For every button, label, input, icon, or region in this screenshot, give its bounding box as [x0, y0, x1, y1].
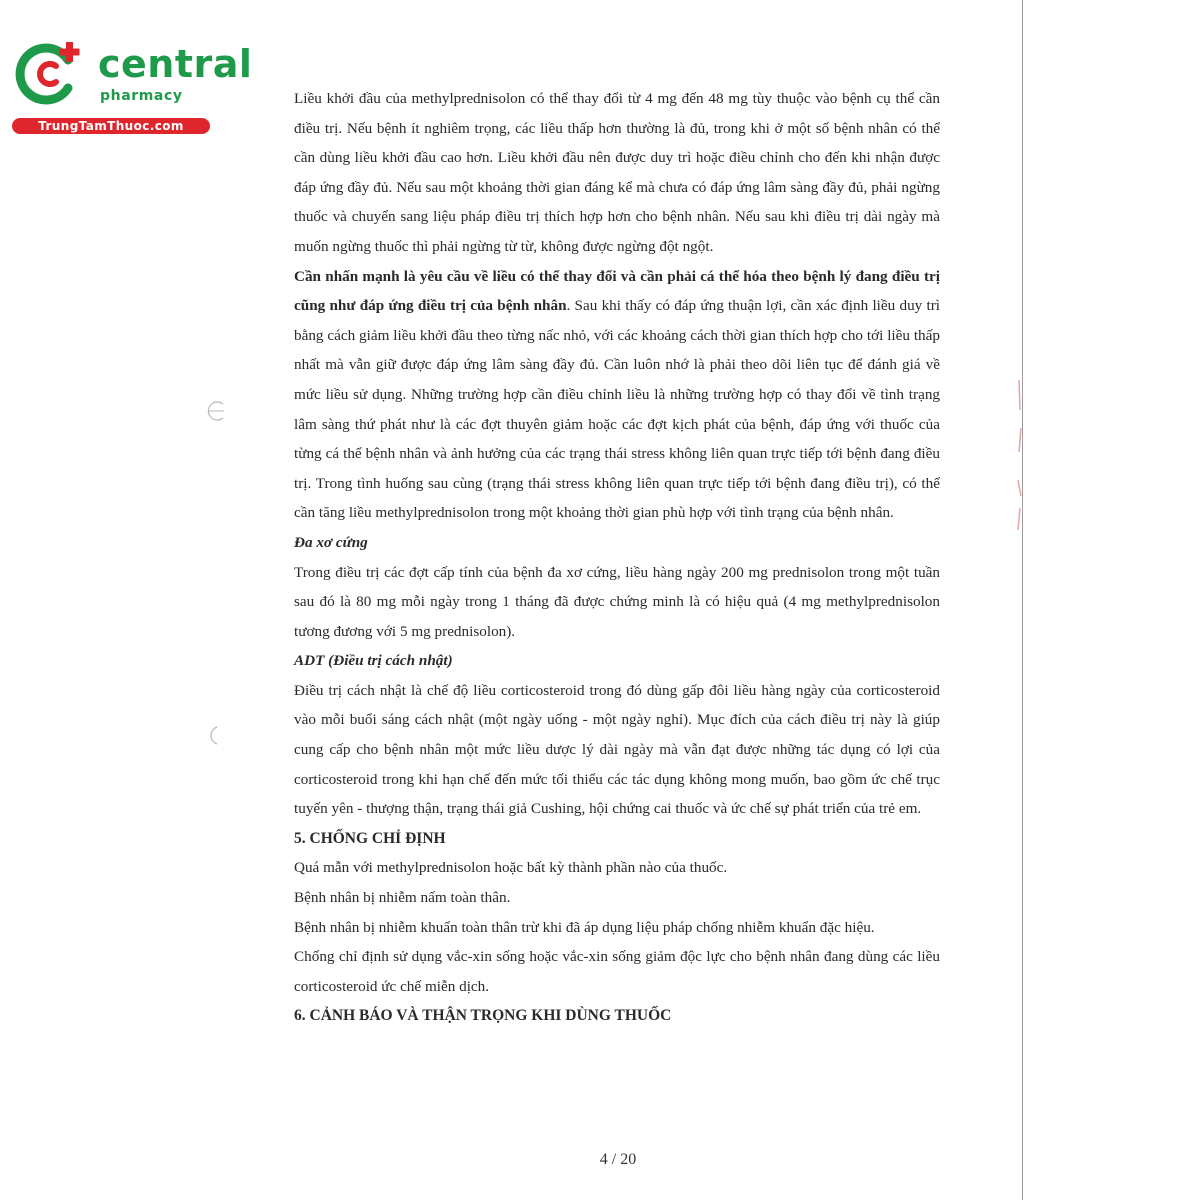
logo-website-bar: TrungTamThuoc.com	[12, 118, 210, 134]
emphasis-text: Cần nhấn mạnh là yêu cầu về liều có thể thay đổi và cần phải cá thể hóa theo bệnh lý đang điều trị cũng như đáp ứng điều trị của bệnh nhân	[294, 267, 940, 315]
logo-subtitle: pharmacy	[100, 88, 183, 104]
central-pharmacy-logo-icon	[10, 38, 88, 108]
punch-hole-mark	[205, 724, 227, 746]
paragraph-text: . Sau khi thấy có đáp ứng thuận lợi, cần xác định liều duy trì bằng cách giảm liều khởi đầu theo từng nấc nhỏ, với các khoảng cách thời gian thích hợp cho tới liều thấp nhất mà vẫn giữ được đáp ứng lâm sàng đầy đủ. Cần luôn nhớ là phải theo dõi liên tục để đánh giá về mức liều sử dụng. Những trường hợp cần điều chỉnh liều là những trường hợp có thay đổi về tình trạng lâm sàng thứ phát như là các đợt thuyên giảm hoặc các đợt kịch phát của bệnh, đáp ứng với thuốc của từng cá thể bệnh nhân và ảnh hưởng của các trạng thái stress không liên quan trực tiếp tới bệnh đang điều trị. Trong tình huống sau cùng (trạng thái stress không liên quan trực tiếp tới bệnh đang điều trị), có thể cần tăng liều methylprednisolon trong một khoảng thời gian phù hợp với tình trạng của bệnh nhân.	[294, 297, 940, 522]
paragraph-initial-dose: Liều khởi đầu của methylprednisolon có thể thay đổi từ 4 mg đến 48 mg tùy thuộc vào bệnh cụ thể cần điều trị. Nếu bệnh ít nghiêm trọng, các liều thấp hơn thường là đủ, trong khi ở một số bệnh nhân có thể cần dùng liều khởi đầu cao hơn. Liều khởi đầu nên được duy trì hoặc điều chỉnh cho đến khi nhận được đáp ứng đầy đủ. Nếu sau một khoảng thời gian đáng kể mà chưa có đáp ứng lâm sàng đầy đủ, phải ngừng thuốc và chuyển sang liệu pháp điều trị thích hợp hơn cho bệnh nhân. Nếu sau khi điều trị dài ngày mà muốn ngừng thuốc thì phải ngừng từ từ, không được ngừng đột ngột.	[294, 90, 940, 255]
subheading-adt: ADT (Điều trị cách nhật)	[294, 652, 453, 670]
contraindication-item: Quá mẫn với methylprednisolon hoặc bất kỳ thành phần nào của thuốc.	[294, 859, 728, 877]
red-stamp-marks	[1013, 380, 1025, 540]
page-edge-line	[1022, 0, 1023, 1200]
punch-hole-mark	[205, 400, 227, 422]
section-heading-warnings: 6. CẢNH BÁO VÀ THẬN TRỌNG KHI DÙNG THUỐC	[294, 1007, 672, 1025]
subheading-multiple-sclerosis: Đa xơ cứng	[294, 533, 368, 551]
section-heading-contraindications: 5. CHỐNG CHỈ ĐỊNH	[294, 829, 446, 847]
contraindication-item: Chống chỉ định sử dụng vắc-xin sống hoặc vắc-xin sống giảm độc lực cho bệnh nhân đang dùng các liều corticosteroid ức chế miễn dịch.	[294, 948, 940, 995]
contraindication-item: Bệnh nhân bị nhiễm khuẩn toàn thân trừ khi đã áp dụng liệu pháp chống nhiễm khuẩn đặc hiệu.	[294, 918, 875, 936]
page-number: 4 / 20	[599, 1151, 637, 1168]
paragraph-adt: Điều trị cách nhật là chế độ liều corticosteroid trong đó dùng gấp đôi liều hàng ngày của corticosteroid vào mỗi buổi sáng cách nhật (một ngày uống - một ngày nghỉ). Mục đích của cách điều trị này là giúp cung cấp cho bệnh nhân một mức liều dược lý dài ngày mà vẫn đạt được những tác dụng có lợi của corticosteroid trong khi hạn chế đến mức tối thiểu các tác dụng không mong muốn, bao gồm ức chế trục tuyến yên - thượng thận, trạng thái giả Cushing, hội chứng cai thuốc và ức chế sự phát triển của trẻ em.	[294, 681, 940, 818]
document-body	[294, 84, 940, 1031]
contraindication-item: Bệnh nhân bị nhiễm nấm toàn thân.	[294, 889, 511, 907]
pharmacy-logo	[10, 36, 253, 136]
paragraph-multiple-sclerosis: Trong điều trị các đợt cấp tính của bệnh đa xơ cứng, liều hàng ngày 200 mg prednisolon trong một tuần sau đó là 80 mg mỗi ngày trong 1 tháng đã được chứng minh là có hiệu quả (4 mg methylprednisolon tương đương với 5 mg prednisolon).	[294, 563, 940, 640]
paragraph-dose-individualization	[294, 262, 940, 528]
logo-wordmark: central	[98, 42, 253, 86]
